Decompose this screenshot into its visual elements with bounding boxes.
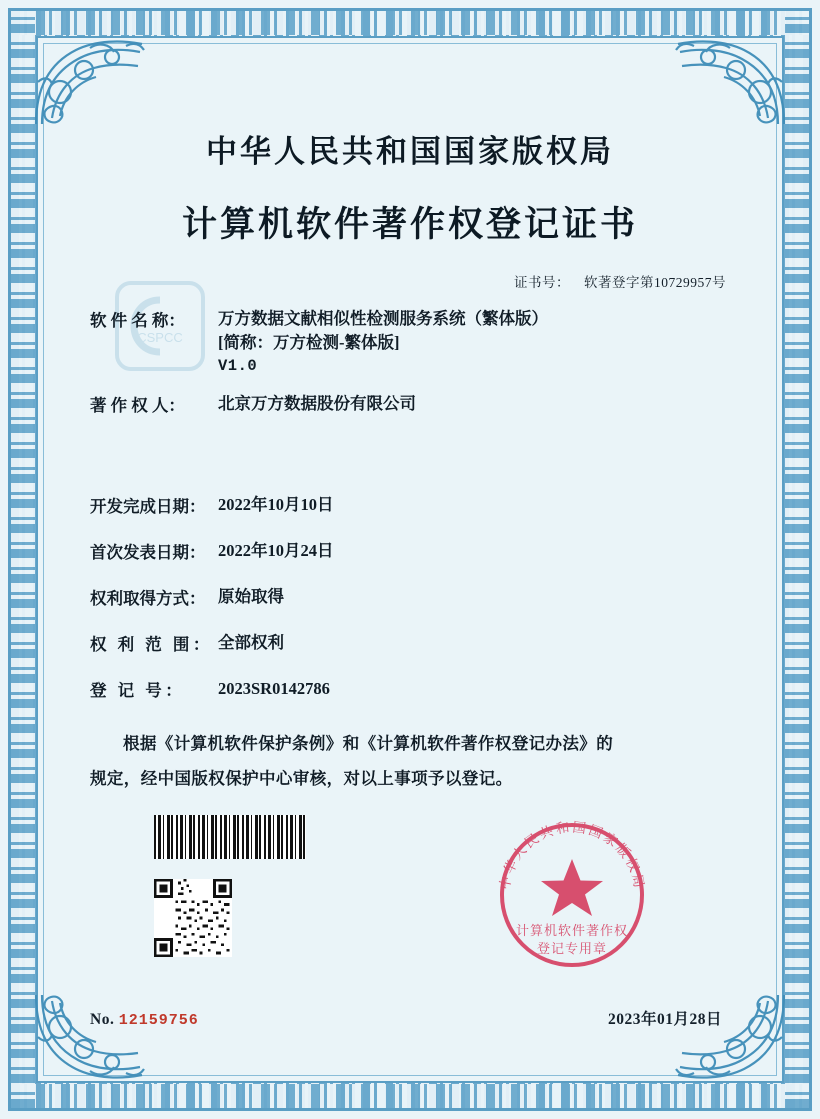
spacer (90, 431, 730, 477)
field-value: 2022年10月10日 (218, 495, 334, 515)
software-name-line1: 万方数据文献相似性检测服务系统（繁体版） (218, 309, 548, 328)
primary-fields (90, 307, 730, 416)
official-seal (484, 807, 660, 983)
barcode-image (154, 815, 306, 859)
field-value: 北京万方数据股份有限公司 (218, 394, 416, 414)
field-software-name (90, 307, 730, 377)
field-rights-acquisition (90, 585, 730, 609)
qr-code-image (154, 879, 232, 957)
greek-key-band-left (11, 11, 35, 1108)
svg-text:CSPCC: CSPCC (137, 330, 183, 345)
field-value: 2023SR0142786 (218, 679, 330, 699)
issue-date: 2023年01月28日 (607, 1011, 722, 1028)
greek-key-band-right (785, 11, 809, 1108)
software-version: V1.0 (218, 356, 258, 375)
certificate-content (44, 44, 776, 1075)
serial-number (90, 1011, 199, 1029)
certificate-footer (90, 1007, 730, 1029)
field-value: 原始取得 (218, 587, 284, 607)
svg-text:计算机软件著作权: 计算机软件著作权 (515, 923, 629, 938)
field-value: 2022年10月24日 (218, 541, 334, 561)
certificate-title: 计算机软件著作权登记证书 (181, 205, 638, 244)
field-value: 全部权利 (218, 633, 284, 653)
field-label: 权利取得方式： (90, 589, 206, 609)
field-development-date (90, 493, 730, 517)
field-label: 登 记 号： (90, 681, 186, 701)
statement-line-2: 规定，经中国版权保护中心审核，对以上事项予以登记。 (90, 768, 513, 788)
codes-block (154, 815, 306, 957)
field-first-publish-date (90, 539, 730, 563)
field-value (218, 307, 730, 377)
serial-value: 12159756 (118, 1012, 199, 1029)
serial-label: No. (90, 1011, 115, 1028)
field-label: 权 利 范 围： (90, 635, 213, 655)
secondary-fields (90, 493, 730, 701)
field-label: 开发完成日期： (90, 497, 206, 517)
field-registration-number (90, 677, 730, 701)
svg-text:登记专用章: 登记专用章 (536, 941, 608, 956)
statement-paragraph (90, 727, 730, 796)
issuer-title: 中华人民共和国国家版权局 (206, 134, 614, 169)
field-label: 软 件 名 称： (90, 311, 185, 330)
certificate-number-value: 软著登字第10729957号 (584, 275, 726, 290)
field-label: 首次发表日期： (90, 543, 206, 563)
field-rights-scope (90, 631, 730, 655)
certificate-number-label: 证书号： (514, 275, 570, 290)
field-copyright-owner (90, 392, 730, 416)
field-label: 著 作 权 人： (90, 396, 185, 416)
statement-line-1: 根据《计算机软件保护条例》和《计算机软件著作权登记办法》的 (123, 734, 614, 754)
software-name-line2: [简称：万方检测-繁体版] (218, 332, 400, 352)
svg-text:中华人民共和国国家版权局: 中华人民共和国国家版权局 (496, 819, 648, 891)
